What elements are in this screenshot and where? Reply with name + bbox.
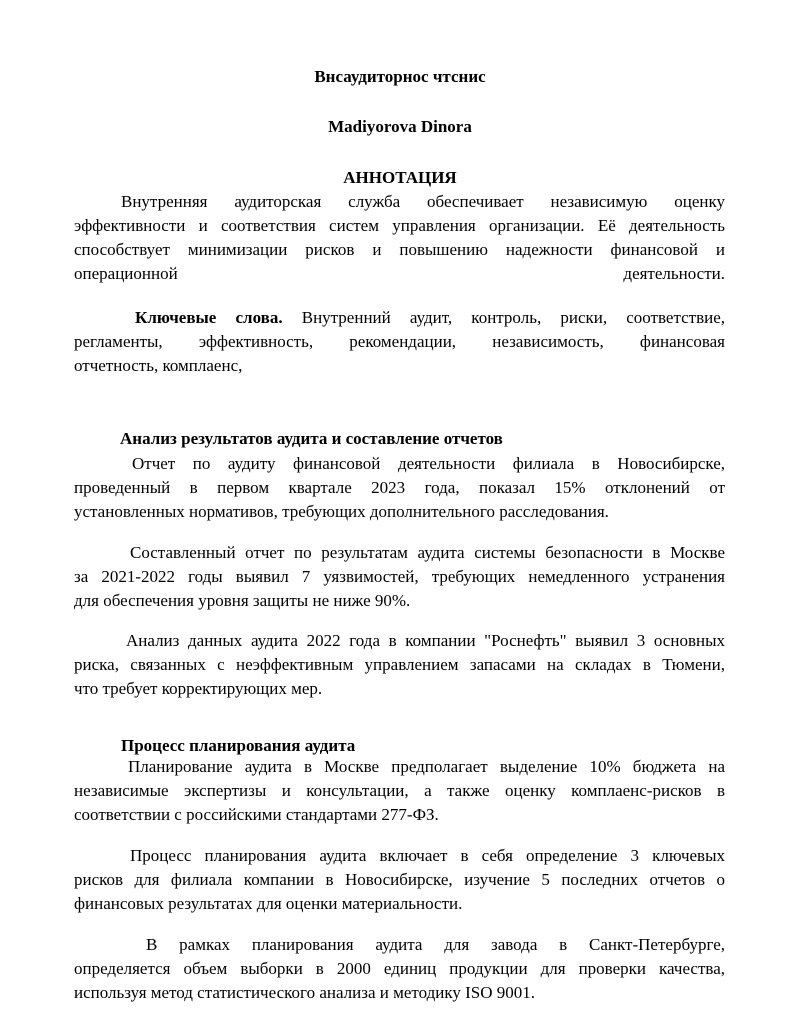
text-fragment: деятельности. bbox=[623, 264, 725, 283]
text-line: установленных нормативов, требующих дополнительного расследования. bbox=[74, 502, 609, 521]
text-line: В рамках планирования аудита для завода в Санкт-Петербурге, bbox=[146, 935, 725, 954]
author-name: Madiyorova Dinora bbox=[328, 117, 472, 136]
text-line: что требует корректирующих мер. bbox=[74, 679, 323, 698]
section-heading: Анализ результатов аудита и составление отчетов bbox=[120, 429, 503, 448]
text-line: Процесс планирования аудита включает в себя определение 3 ключевых bbox=[130, 846, 725, 865]
text-line: определяется объем выборки в 2000 единиц продукции для проверки качества, bbox=[74, 959, 725, 978]
text-line: риска, связанных с неэффективным управлением запасами на складах в Тюмени, bbox=[74, 655, 725, 674]
keywords-paragraph bbox=[74, 306, 725, 378]
text-line bbox=[74, 306, 725, 330]
annotation-heading: АННОТАЦИЯ bbox=[343, 168, 457, 187]
text-line: Составленный отчет по результатам аудита системы безопасности в Москве bbox=[130, 543, 725, 562]
text-fragment: операционной bbox=[74, 264, 178, 283]
keywords-label: Ключевые слова. bbox=[135, 308, 283, 327]
text-line bbox=[74, 262, 725, 286]
annotation-paragraph bbox=[74, 190, 725, 286]
text-line: за 2021-2022 годы выявил 7 уязвимостей, требующих немедленного устранения bbox=[74, 567, 725, 586]
text-line: способствует минимизации рисков и повышению надежности финансовой и bbox=[74, 240, 725, 259]
document-title: Внсаудиторнос чтснис bbox=[314, 67, 486, 86]
text-line: эффективности и соответствия систем управления организации. Её деятельность bbox=[74, 216, 725, 235]
text-line: финансовых результатах для оценки материальности. bbox=[74, 894, 463, 913]
paragraph bbox=[74, 452, 725, 524]
section-heading: Процесс планирования аудита bbox=[121, 736, 356, 755]
text-fragment: Внутренний аудит, контроль, риски, соответствие, bbox=[301, 308, 725, 327]
text-line: рисков для филиала компании в Новосибирске, изучение 5 последних отчетов о bbox=[74, 870, 725, 889]
paragraph bbox=[74, 541, 725, 613]
text-line: проведенный в первом квартале 2023 года, показал 15% отклонений от bbox=[74, 478, 725, 497]
text-line: Внутренняя аудиторская служба обеспечивает независимую оценку bbox=[121, 192, 725, 211]
paragraph bbox=[74, 933, 725, 1005]
paragraph bbox=[74, 629, 725, 701]
paragraph bbox=[74, 755, 725, 827]
text-line: соответствии с российскими стандартами 277-ФЗ. bbox=[74, 805, 439, 824]
text-line: независимые экспертизы и консультации, а также оценку комплаенс-рисков в bbox=[74, 781, 725, 800]
text-line: Анализ данных аудита 2022 года в компании "Роснефть" выявил 3 основных bbox=[126, 631, 725, 650]
text-line: для обеспечения уровня защиты не ниже 90%. bbox=[74, 591, 411, 610]
text-line: используя метод статистического анализа и методику ISO 9001. bbox=[74, 983, 536, 1002]
text-line: Планирование аудита в Москве предполагает выделение 10% бюджета на bbox=[128, 757, 725, 776]
paragraph bbox=[74, 844, 725, 916]
text-line: отчетность, комплаенс, bbox=[74, 356, 243, 375]
text-line: регламенты, эффективность, рекомендации, независимость, финансовая bbox=[74, 332, 725, 351]
text-line: Отчет по аудиту финансовой деятельности филиала в Новосибирске, bbox=[132, 454, 725, 473]
